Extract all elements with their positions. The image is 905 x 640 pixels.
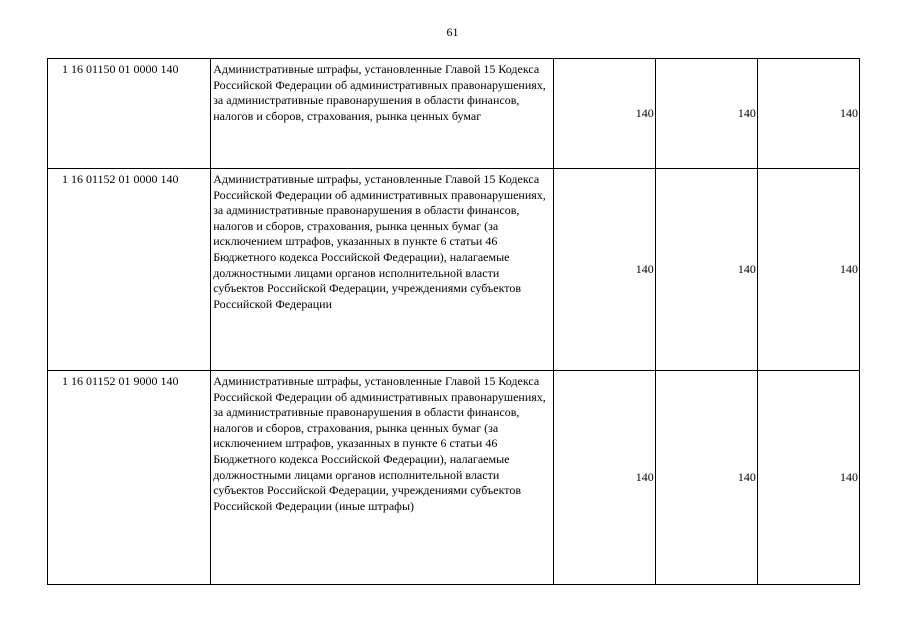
value-cell-2: 140 (655, 59, 757, 169)
table-row (48, 169, 860, 371)
value-cell-2: 140 (655, 371, 757, 585)
value-cell-2: 140 (655, 169, 757, 371)
budget-code-cell: 1 16 01150 01 0000 140 (48, 59, 211, 169)
page-number: 61 (446, 25, 459, 39)
value-cell-1: 140 (553, 371, 655, 585)
description-cell: Административные штрафы, установленные Главой 15 Кодекса Российской Федерации об административных правонарушениях, за административные правонарушения в области финансов, налогов и сборов, страхования, рынка ценных бумаг (за исключением штрафов, указанных в пункте 6 статьи 46 Бюджетного кодекса Российской Федерации), налагаемые должностными лицами органов исполнительной власти субъектов Российской Федерации, учреждениями субъектов Российской Федерации (иные штрафы) (211, 371, 553, 585)
value-cell-3: 140 (757, 59, 859, 169)
value-cell-1: 140 (553, 59, 655, 169)
description-cell: Административные штрафы, установленные Главой 15 Кодекса Российской Федерации об административных правонарушениях, за административные правонарушения в области финансов, налогов и сборов, страхования, рынка ценных бумаг (211, 59, 553, 169)
budget-code-cell: 1 16 01152 01 0000 140 (48, 169, 211, 371)
value-cell-3: 140 (757, 371, 859, 585)
table-row (48, 59, 860, 169)
budget-code-cell: 1 16 01152 01 9000 140 (48, 371, 211, 585)
description-cell: Административные штрафы, установленные Главой 15 Кодекса Российской Федерации об административных правонарушениях, за административные правонарушения в области финансов, налогов и сборов, страхования, рынка ценных бумаг (за исключением штрафов, указанных в пункте 6 статьи 46 Бюджетного кодекса Российской Федерации), налагаемые должностными лицами органов исполнительной власти субъектов Российской Федерации, учреждениями субъектов Российской Федерации (211, 169, 553, 371)
value-cell-3: 140 (757, 169, 859, 371)
value-cell-1: 140 (553, 169, 655, 371)
revenue-table (47, 58, 860, 585)
table-row (48, 371, 860, 585)
